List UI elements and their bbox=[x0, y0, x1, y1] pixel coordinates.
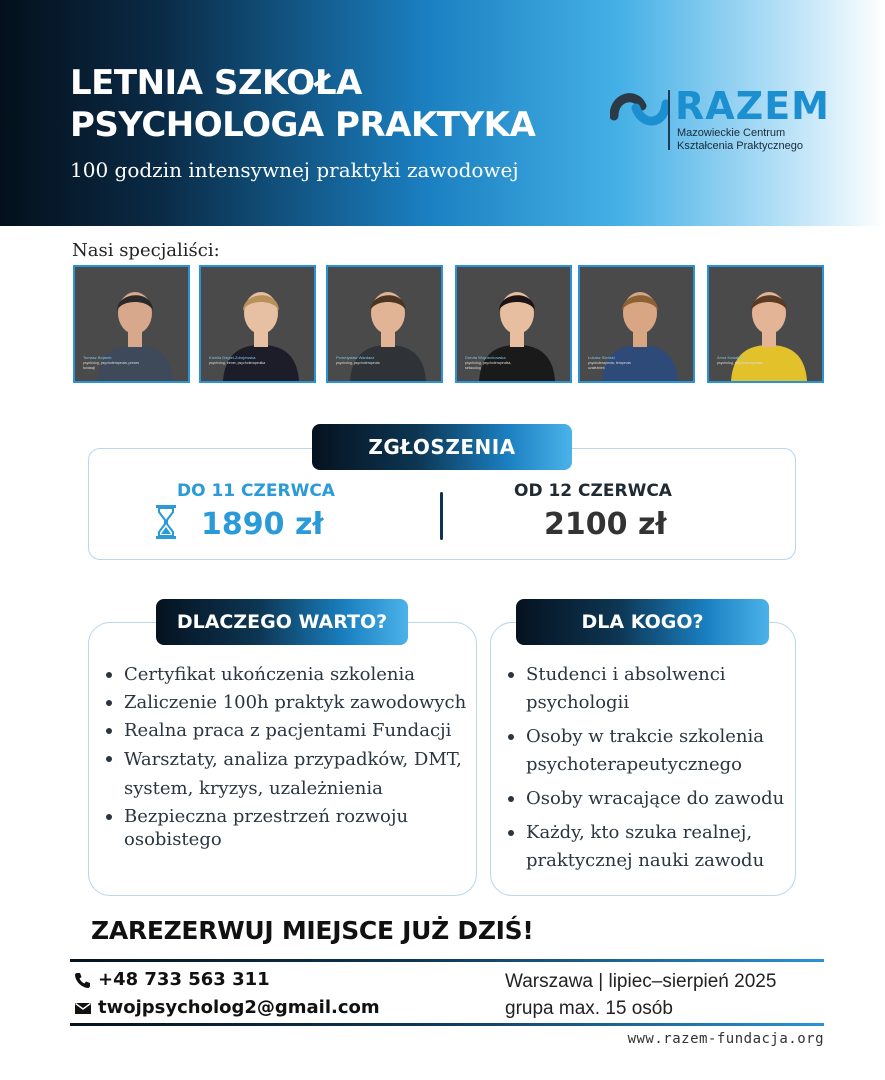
early-price-label: DO 11 CZERWCA bbox=[177, 481, 335, 501]
why-list bbox=[106, 661, 476, 851]
specialist-name: Przemysław Wardacz bbox=[336, 355, 375, 360]
email-address[interactable]: twojpsycholog2@gmail.com bbox=[98, 997, 380, 1018]
title-line-1: LETNIA SZKOŁA bbox=[70, 63, 362, 103]
specialist-name: Anna Kowalska bbox=[717, 355, 745, 360]
who-list bbox=[508, 661, 788, 881]
specialist-name: Tomasz Bojarek bbox=[83, 355, 112, 360]
specialist-name: Łukasz Sieński bbox=[588, 355, 615, 360]
why-header: DLACZEGO WARTO? bbox=[156, 599, 408, 645]
specialist-role: psycholog, trener, psychoterapeutka bbox=[209, 361, 266, 365]
list-item: Realna praca z pacjentami Fundacji bbox=[106, 717, 476, 745]
specialist-name: Kamila Dagiel-Zdrojewska bbox=[209, 355, 256, 360]
logo-sub-line-1: Mazowieckie Centrum bbox=[677, 127, 786, 139]
list-item: Zaliczenie 100h praktyk zawodowych bbox=[106, 689, 476, 717]
logo-subtitle bbox=[677, 127, 837, 153]
mail-icon bbox=[74, 999, 92, 1017]
call-to-action: ZAREZERWUJ MIEJSCE JUŻ DZIŚ! bbox=[91, 916, 534, 945]
pricing-divider bbox=[440, 492, 443, 540]
early-price: 1890 zł bbox=[201, 507, 324, 542]
hourglass-icon bbox=[155, 505, 177, 539]
late-price: 2100 zł bbox=[544, 507, 667, 542]
who-header: DLA KOGO? bbox=[516, 599, 769, 645]
specialist-role: psychoterapeuta, terapeuta uzależnień bbox=[588, 361, 631, 370]
specialists-heading: Nasi specjaliści: bbox=[72, 240, 220, 261]
location-dates: Warszawa | lipiec–sierpień 2025 bbox=[505, 971, 777, 992]
specialist-role: psycholog, psychoterapeuta, prezes fundacji bbox=[83, 361, 140, 370]
email-contact[interactable] bbox=[74, 997, 380, 1018]
footer-rule-bottom bbox=[70, 1023, 824, 1026]
late-price-label: OD 12 CZERWCA bbox=[514, 481, 672, 501]
specialist-card bbox=[73, 265, 190, 383]
list-item: Certyfikat ukończenia szkolenia bbox=[106, 661, 476, 689]
specialist-name: Dorota Wojciechowska bbox=[465, 355, 506, 360]
logo-sub-line-2: Kształcenia Praktycznego bbox=[677, 140, 803, 152]
specialist-card bbox=[455, 265, 572, 383]
footer-rule-top bbox=[70, 959, 824, 962]
phone-icon bbox=[74, 971, 92, 989]
website-link[interactable]: www.razem-fundacja.org bbox=[627, 1031, 824, 1047]
specialist-role: psycholog, psychoterapeutka bbox=[717, 361, 763, 365]
group-size: grupa max. 15 osób bbox=[505, 998, 673, 1019]
list-item: Bezpieczna przestrzeń rozwoju osobistego bbox=[106, 805, 476, 851]
specialist-card bbox=[578, 265, 695, 383]
specialist-card bbox=[199, 265, 316, 383]
specialist-role: psycholog, psychoterapeutka, seksuolog bbox=[465, 361, 512, 370]
specialist-card bbox=[707, 265, 824, 383]
phone-contact[interactable] bbox=[74, 969, 270, 990]
subtitle: 100 godzin intensywnej praktyki zawodowej bbox=[70, 158, 519, 182]
list-item: Każdy, kto szuka realnej, praktycznej nauki zawodu bbox=[508, 819, 788, 875]
logo-wordmark: RAZEM bbox=[675, 84, 830, 128]
logo-divider bbox=[668, 90, 670, 150]
title-line-2: PSYCHOLOGA PRAKTYKA bbox=[70, 105, 536, 145]
phone-number[interactable]: +48 733 563 311 bbox=[98, 969, 270, 990]
pricing-header: ZGŁOSZENIA bbox=[312, 424, 572, 470]
list-item: Osoby wracające do zawodu bbox=[508, 785, 788, 813]
list-item: Osoby w trakcie szkolenia psychoterapeutycznego bbox=[508, 723, 788, 779]
list-item: Studenci i absolwenci psychologii bbox=[508, 661, 788, 717]
specialist-card bbox=[326, 265, 443, 383]
page-title bbox=[70, 62, 610, 146]
razem-logo-icon bbox=[610, 86, 670, 132]
list-item: Warsztaty, analiza przypadków, DMT, system, kryzys, uzależnienia bbox=[106, 745, 476, 803]
specialist-role: psycholog, psychoterapeuta bbox=[336, 361, 380, 365]
